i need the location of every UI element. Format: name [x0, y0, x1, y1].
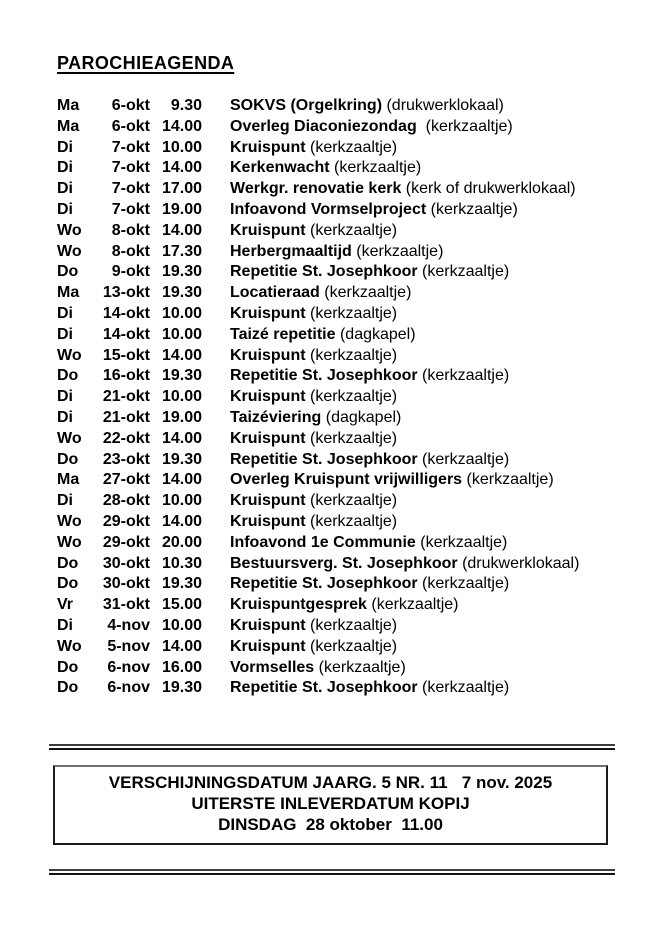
- agenda-day: Di: [57, 159, 73, 177]
- agenda-day: Di: [57, 200, 73, 218]
- agenda-description: [230, 491, 667, 512]
- agenda-day: Do: [57, 263, 79, 281]
- agenda-date: 6-nov: [107, 679, 150, 697]
- agenda-event-name: Overleg Diaconiezondag: [230, 117, 417, 135]
- column-gap: [202, 325, 230, 346]
- agenda-location: (kerkzaaltje): [416, 117, 513, 135]
- agenda-time: 19.30: [161, 284, 202, 302]
- agenda-event-name: Repetitie St. Josephkoor: [230, 679, 418, 697]
- agenda-location: (kerkzaaltje): [366, 596, 459, 614]
- agenda-row: [57, 366, 667, 387]
- agenda-row: [57, 533, 667, 554]
- agenda-event-name: Kruispunt: [230, 429, 306, 447]
- agenda-day: Di: [57, 388, 73, 406]
- agenda-day: Di: [57, 408, 73, 426]
- agenda-row: [57, 554, 667, 575]
- agenda-date: 15-okt: [102, 346, 150, 364]
- agenda-time: 19.30: [161, 679, 202, 697]
- column-gap: [202, 158, 230, 179]
- agenda-date: 9-okt: [111, 263, 150, 281]
- agenda-row: [57, 283, 667, 304]
- agenda-time: 10.00: [161, 138, 202, 156]
- agenda-event-name: Vormselles: [230, 658, 315, 676]
- agenda-event-name: Kruispunt: [230, 346, 306, 364]
- agenda-time: 14.00: [161, 512, 202, 530]
- publication-info-box: [53, 765, 608, 845]
- agenda-event-name: Locatieraad: [230, 284, 320, 302]
- agenda-day: Do: [57, 554, 79, 572]
- agenda-location: (kerkzaaltje): [305, 512, 398, 530]
- agenda-location: (kerkzaaltje): [319, 284, 412, 302]
- agenda-location: (kerkzaaltje): [305, 388, 398, 406]
- agenda-time: 9.30: [170, 97, 202, 114]
- agenda-row: [57, 242, 667, 263]
- agenda-description: [230, 366, 667, 387]
- agenda-date: 8-okt: [111, 221, 150, 239]
- agenda-row: [57, 96, 667, 117]
- agenda-date: 21-okt: [102, 388, 150, 406]
- column-gap: [202, 179, 230, 200]
- agenda-time: 19.00: [161, 200, 202, 218]
- agenda-location: (kerkzaaltje): [415, 533, 508, 551]
- agenda-location: (kerkzaaltje): [329, 159, 422, 177]
- agenda-row: [57, 179, 667, 200]
- agenda-day: Ma: [57, 97, 80, 114]
- agenda-date: 29-okt: [102, 533, 150, 551]
- agenda-location: (kerkzaaltje): [351, 242, 444, 260]
- agenda-location: (dagkapel): [321, 408, 402, 426]
- agenda-time: 16.00: [161, 658, 202, 676]
- agenda-time: 19.30: [161, 263, 202, 281]
- column-gap: [202, 491, 230, 512]
- agenda-date: 22-okt: [102, 429, 150, 447]
- column-gap: [202, 512, 230, 533]
- column-gap: [202, 533, 230, 554]
- copy-deadline-date: DINSDAG 28 oktober 11.00: [218, 815, 443, 835]
- agenda-time: 10.00: [161, 304, 202, 322]
- agenda-time: 14.00: [161, 346, 202, 364]
- agenda-event-name: Kruispunt: [230, 304, 306, 322]
- agenda-description: [230, 221, 667, 242]
- agenda-day: Wo: [57, 533, 82, 551]
- column-gap: [202, 200, 230, 221]
- double-rule-bottom: [49, 869, 615, 875]
- column-gap: [202, 117, 230, 138]
- agenda-date: 6-nov: [107, 658, 150, 676]
- agenda-description: [230, 200, 667, 221]
- column-gap: [202, 138, 230, 159]
- agenda-event-name: Kruispunt: [230, 492, 306, 510]
- agenda-description: [230, 117, 667, 138]
- agenda-time: 10.00: [161, 492, 202, 510]
- agenda-location: (kerkzaaltje): [305, 221, 398, 239]
- agenda-event-name: Infoavond Vormselproject: [230, 200, 427, 218]
- agenda-row: [57, 408, 667, 429]
- agenda-row: [57, 595, 667, 616]
- agenda-location: (kerkzaaltje): [426, 200, 518, 218]
- agenda-event-name: Repetitie St. Josephkoor: [230, 575, 418, 593]
- agenda-day: Wo: [57, 346, 82, 364]
- agenda-date: 5-nov: [107, 637, 150, 655]
- agenda-day: Ma: [57, 284, 80, 302]
- agenda-description: [230, 346, 667, 367]
- agenda-event-name: Taizé repetitie: [230, 325, 336, 343]
- column-gap: [202, 574, 230, 595]
- agenda-date: 6-okt: [111, 97, 150, 114]
- column-gap: [202, 366, 230, 387]
- agenda-time: 17.00: [161, 180, 202, 198]
- agenda-date: 21-okt: [102, 408, 150, 426]
- agenda-date: 16-okt: [102, 367, 150, 385]
- agenda-day: Ma: [57, 117, 80, 135]
- agenda-event-name: Kruispunt: [230, 512, 306, 530]
- agenda-location: (kerkzaaltje): [305, 616, 398, 634]
- agenda-description: [230, 408, 667, 429]
- agenda-location: (kerkzaaltje): [305, 429, 398, 447]
- agenda-date: 14-okt: [102, 304, 150, 322]
- agenda-date: 7-okt: [111, 200, 150, 218]
- agenda-description: [230, 658, 667, 679]
- publication-date-line: VERSCHIJNINGSDATUM JAARG. 5 NR. 11 7 nov. 2025: [108, 773, 553, 793]
- agenda-description: [230, 179, 667, 200]
- agenda-row: [57, 491, 667, 512]
- agenda-description: [230, 262, 667, 283]
- agenda-date: 7-okt: [111, 159, 150, 177]
- agenda-row: [57, 262, 667, 283]
- agenda-time: 14.00: [161, 429, 202, 447]
- agenda-event-name: Kruispunt: [230, 637, 306, 655]
- copy-deadline-label: UITERSTE INLEVERDATUM KOPIJ: [191, 794, 470, 814]
- agenda-description: [230, 429, 667, 450]
- agenda-date: 6-okt: [111, 117, 150, 135]
- agenda-date: 30-okt: [102, 554, 150, 572]
- agenda-location: (kerkzaaltje): [417, 263, 510, 281]
- agenda-time: 14.00: [161, 471, 202, 489]
- agenda-date: 8-okt: [111, 242, 150, 260]
- agenda-day: Wo: [57, 221, 82, 239]
- agenda-day: Wo: [57, 637, 82, 655]
- agenda-time: 14.00: [161, 637, 202, 655]
- agenda-row: [57, 158, 667, 179]
- agenda-time: 10.00: [161, 325, 202, 343]
- agenda-description: [230, 554, 667, 575]
- column-gap: [202, 96, 230, 117]
- agenda-description: [230, 158, 667, 179]
- agenda-description: [230, 470, 667, 491]
- agenda-time: 10.00: [161, 388, 202, 406]
- agenda-time: 20.00: [161, 533, 202, 551]
- agenda-row: [57, 637, 667, 658]
- agenda-day: Do: [57, 679, 79, 697]
- agenda-time: 19.30: [161, 450, 202, 468]
- column-gap: [202, 678, 230, 699]
- agenda-description: [230, 637, 667, 658]
- agenda-row: [57, 138, 667, 159]
- agenda-description: [230, 512, 667, 533]
- double-rule-top: [49, 744, 615, 750]
- agenda-row: [57, 658, 667, 679]
- agenda-description: [230, 325, 667, 346]
- agenda-date: 28-okt: [102, 492, 150, 510]
- agenda-location: (kerkzaaltje): [314, 658, 406, 676]
- column-gap: [202, 387, 230, 408]
- column-gap: [202, 554, 230, 575]
- agenda-location: (drukwerklokaal): [457, 554, 580, 572]
- agenda-row: [57, 470, 667, 491]
- agenda-date: 13-okt: [102, 284, 150, 302]
- agenda-location: (kerkzaaltje): [305, 138, 398, 156]
- agenda-location: (kerkzaaltje): [417, 367, 510, 385]
- agenda-day: Di: [57, 304, 73, 322]
- agenda-location: (kerkzaaltje): [462, 471, 554, 489]
- agenda-location: (kerkzaaltje): [305, 637, 398, 655]
- agenda-day: Di: [57, 492, 73, 510]
- agenda-location: (kerkzaaltje): [417, 679, 510, 697]
- agenda-day: Do: [57, 575, 79, 593]
- agenda-list: [57, 96, 667, 699]
- agenda-time: 14.00: [161, 117, 202, 135]
- agenda-row: [57, 616, 667, 637]
- column-gap: [202, 470, 230, 491]
- agenda-event-name: Kruispunt: [230, 138, 306, 156]
- agenda-day: Wo: [57, 429, 82, 447]
- agenda-description: [230, 283, 667, 304]
- column-gap: [202, 408, 230, 429]
- agenda-row: [57, 346, 667, 367]
- agenda-location: (kerkzaaltje): [305, 304, 398, 322]
- agenda-event-name: Repetitie St. Josephkoor: [230, 367, 418, 385]
- page-title: PAROCHIEAGENDA: [57, 53, 235, 73]
- column-gap: [202, 429, 230, 450]
- column-gap: [202, 221, 230, 242]
- agenda-location: (kerkzaaltje): [417, 450, 510, 468]
- agenda-row: [57, 304, 667, 325]
- agenda-event-name: Kerkenwacht: [230, 159, 330, 177]
- agenda-location: (drukwerklokaal): [382, 97, 504, 114]
- agenda-location: (kerkzaaltje): [305, 346, 398, 364]
- agenda-row: [57, 387, 667, 408]
- agenda-day: Di: [57, 616, 73, 634]
- column-gap: [202, 616, 230, 637]
- agenda-location: (dagkapel): [335, 325, 416, 343]
- agenda-description: [230, 387, 667, 408]
- agenda-day: Di: [57, 180, 73, 198]
- agenda-event-name: Bestuursverg. St. Josephkoor: [230, 554, 458, 572]
- agenda-description: [230, 533, 667, 554]
- agenda-time: 10.00: [161, 616, 202, 634]
- agenda-description: [230, 304, 667, 325]
- agenda-event-name: Taizéviering: [230, 408, 322, 426]
- agenda-event-name: Herbergmaaltijd: [230, 242, 352, 260]
- agenda-event-name: Repetitie St. Josephkoor: [230, 450, 418, 468]
- agenda-location: (kerk of drukwerklokaal): [401, 180, 576, 198]
- agenda-row: [57, 678, 667, 699]
- agenda-event-name: Infoavond 1e Communie: [230, 533, 416, 551]
- agenda-row: [57, 512, 667, 533]
- agenda-day: Vr: [57, 596, 74, 614]
- agenda-time: 10.30: [161, 554, 202, 572]
- column-gap: [202, 637, 230, 658]
- agenda-event-name: Werkgr. renovatie kerk: [230, 180, 402, 198]
- agenda-day: Wo: [57, 512, 82, 530]
- agenda-date: 30-okt: [102, 575, 150, 593]
- agenda-description: [230, 616, 667, 637]
- agenda-time: 19.00: [161, 408, 202, 426]
- agenda-event-name: Kruispunt: [230, 616, 306, 634]
- agenda-description: [230, 450, 667, 471]
- agenda-day: Di: [57, 138, 73, 156]
- agenda-time: 14.00: [161, 159, 202, 177]
- agenda-time: 14.00: [161, 221, 202, 239]
- agenda-date: 23-okt: [102, 450, 150, 468]
- agenda-time: 19.30: [161, 575, 202, 593]
- agenda-description: [230, 138, 667, 159]
- agenda-day: Ma: [57, 471, 80, 489]
- agenda-row: [57, 450, 667, 471]
- agenda-description: [230, 595, 667, 616]
- agenda-row: [57, 429, 667, 450]
- column-gap: [202, 262, 230, 283]
- column-gap: [202, 346, 230, 367]
- agenda-date: 14-okt: [102, 325, 150, 343]
- agenda-date: 29-okt: [102, 512, 150, 530]
- agenda-row: [57, 221, 667, 242]
- agenda-date: 4-nov: [107, 616, 150, 634]
- agenda-event-name: SOKVS (Orgelkring): [230, 97, 383, 114]
- agenda-date: 7-okt: [111, 138, 150, 156]
- agenda-day: Do: [57, 658, 79, 676]
- agenda-description: [230, 678, 667, 699]
- agenda-description: [230, 242, 667, 263]
- agenda-event-name: Overleg Kruispunt vrijwilligers: [230, 471, 463, 489]
- agenda-time: 17.30: [161, 242, 202, 260]
- column-gap: [202, 304, 230, 325]
- agenda-row: [57, 325, 667, 346]
- agenda-day: Wo: [57, 242, 82, 260]
- agenda-row: [57, 574, 667, 595]
- agenda-location: (kerkzaaltje): [305, 492, 398, 510]
- agenda-day: Do: [57, 367, 79, 385]
- agenda-description: [230, 574, 667, 595]
- agenda-event-name: Repetitie St. Josephkoor: [230, 263, 418, 281]
- column-gap: [202, 242, 230, 263]
- agenda-location: (kerkzaaltje): [417, 575, 510, 593]
- agenda-event-name: Kruispuntgesprek: [230, 596, 367, 614]
- column-gap: [202, 658, 230, 679]
- agenda-date: 7-okt: [111, 180, 150, 198]
- agenda-day: Di: [57, 325, 73, 343]
- agenda-time: 19.30: [161, 367, 202, 385]
- column-gap: [202, 450, 230, 471]
- column-gap: [202, 595, 230, 616]
- agenda-date: 27-okt: [102, 471, 150, 489]
- agenda-row: [57, 117, 667, 138]
- agenda-time: 15.00: [161, 596, 202, 614]
- agenda-event-name: Kruispunt: [230, 388, 306, 406]
- column-gap: [202, 283, 230, 304]
- agenda-row: [57, 200, 667, 221]
- agenda-description: [230, 96, 667, 117]
- agenda-day: Do: [57, 450, 79, 468]
- agenda-date: 31-okt: [102, 596, 150, 614]
- agenda-event-name: Kruispunt: [230, 221, 306, 239]
